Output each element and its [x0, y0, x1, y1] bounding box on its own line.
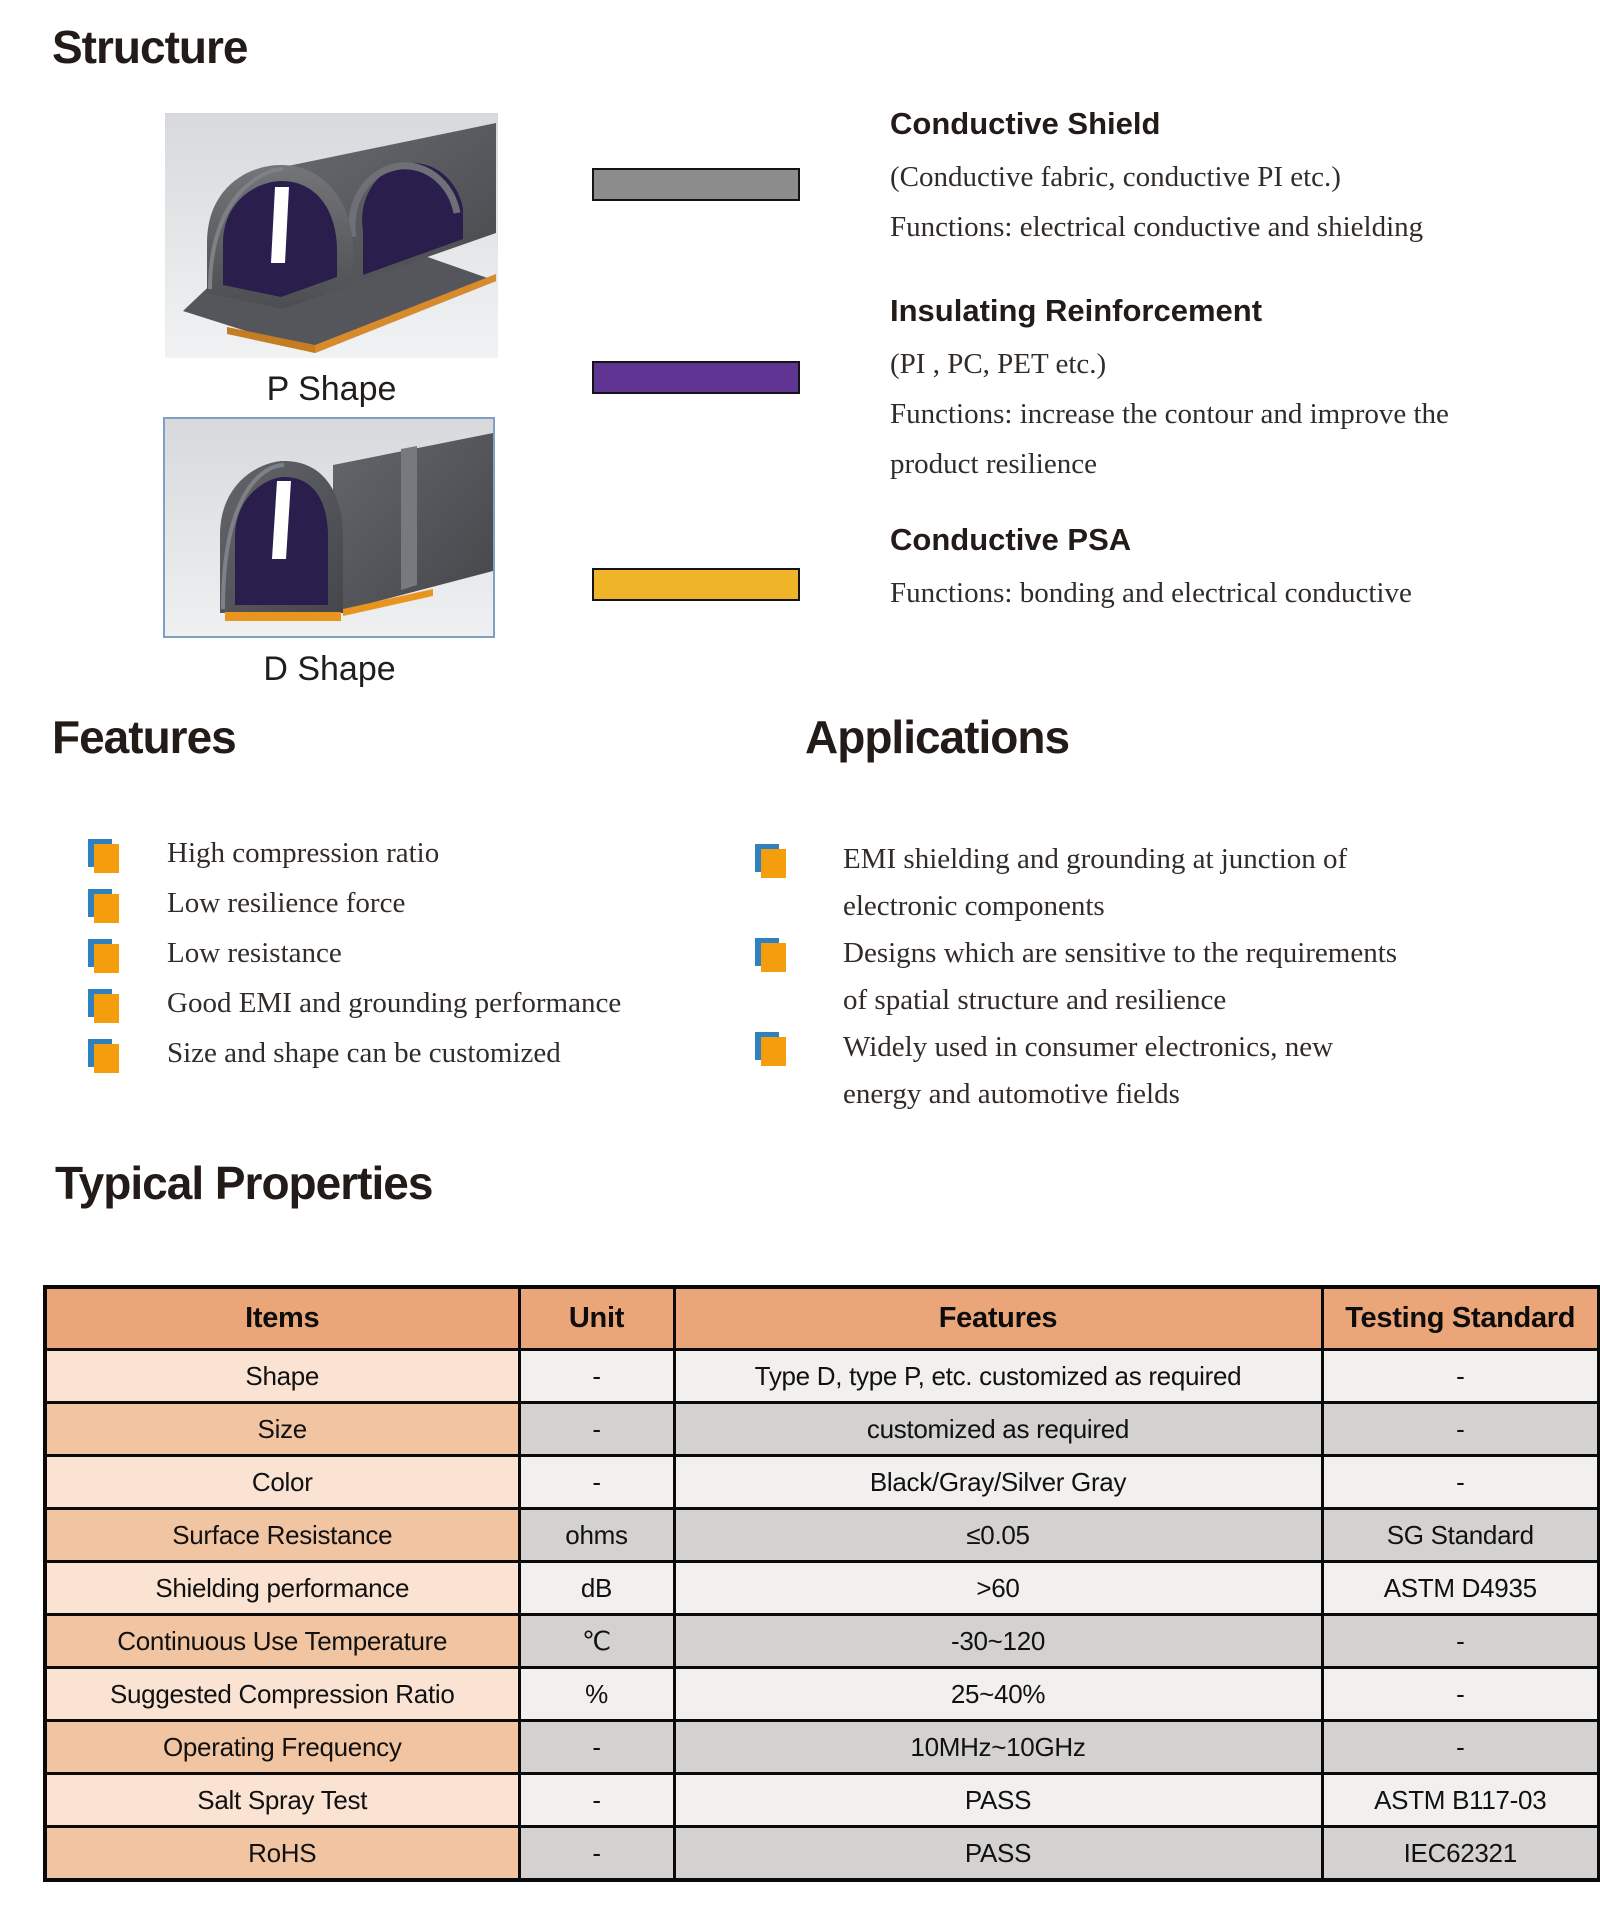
- table-cell: Salt Spray Test: [45, 1774, 519, 1827]
- list-item: [88, 886, 621, 925]
- structure-heading: Structure: [52, 21, 248, 73]
- feature-text: Low resistance: [167, 937, 342, 969]
- list-item: [88, 936, 621, 975]
- table-cell: -: [1322, 1456, 1599, 1509]
- table-row: [45, 1403, 1599, 1456]
- insulating-reinforcement-block: [890, 291, 1590, 489]
- table-cell: Operating Frequency: [45, 1721, 519, 1774]
- application-text: [843, 1024, 1333, 1118]
- legend-title: Insulating Reinforcement: [890, 293, 1263, 328]
- p-shape-caption: P Shape: [266, 370, 397, 408]
- feature-text: High compression ratio: [167, 837, 440, 869]
- list-item: [88, 836, 621, 875]
- square-bullet-icon: [755, 1032, 787, 1068]
- conductive-shield-swatch: [592, 168, 800, 201]
- table-cell: >60: [674, 1562, 1322, 1615]
- table-cell: ≤0.05: [674, 1509, 1322, 1562]
- square-bullet-icon: [755, 938, 787, 974]
- table-row: [45, 1350, 1599, 1403]
- table-row: [45, 1456, 1599, 1509]
- table-cell: -: [1322, 1403, 1599, 1456]
- application-line: of spatial structure and resilience: [843, 984, 1227, 1016]
- table-cell: Size: [45, 1403, 519, 1456]
- table-cell: ℃: [519, 1615, 674, 1668]
- table-row: [45, 1509, 1599, 1562]
- table-row: [45, 1668, 1599, 1721]
- square-bullet-icon: [88, 939, 120, 975]
- feature-text: Size and shape can be customized: [167, 1037, 561, 1069]
- table-row: [45, 1774, 1599, 1827]
- table-cell: -: [1322, 1350, 1599, 1403]
- table-cell: -: [1322, 1721, 1599, 1774]
- legend-line: Functions: bonding and electrical conductive: [890, 577, 1412, 609]
- legend-title: Conductive PSA: [890, 522, 1132, 557]
- applications-list: [755, 836, 1397, 1118]
- table-cell: dB: [519, 1562, 674, 1615]
- square-bullet-icon: [755, 844, 787, 880]
- application-line: EMI shielding and grounding at junction of: [843, 843, 1348, 875]
- list-item: [755, 836, 1397, 930]
- square-bullet-icon: [88, 1039, 120, 1075]
- p-shape-render: [165, 113, 498, 358]
- list-item: [88, 1036, 621, 1075]
- conductive-shield-block: [890, 104, 1590, 252]
- application-line: electronic components: [843, 890, 1105, 922]
- d-shape-render: [165, 419, 493, 636]
- table-cell: 25~40%: [674, 1668, 1322, 1721]
- table-cell: RoHS: [45, 1827, 519, 1881]
- features-heading: Features: [52, 711, 236, 763]
- table-cell: Shape: [45, 1350, 519, 1403]
- table-cell: -: [519, 1827, 674, 1881]
- table-cell: ohms: [519, 1509, 674, 1562]
- legend-title: Conductive Shield: [890, 106, 1161, 141]
- square-bullet-icon: [88, 839, 120, 875]
- table-row: [45, 1827, 1599, 1881]
- application-text: [843, 836, 1347, 930]
- application-line: energy and automotive fields: [843, 1078, 1180, 1110]
- table-cell: -: [1322, 1615, 1599, 1668]
- square-bullet-icon: [88, 989, 120, 1025]
- p-shape-image: [165, 113, 498, 358]
- d-shape-psa-strip: [225, 612, 341, 621]
- applications-heading: Applications: [805, 711, 1070, 763]
- table-row: [45, 1562, 1599, 1615]
- column-header: Testing Standard: [1322, 1287, 1599, 1350]
- application-line: Designs which are sensitive to the requirements: [843, 937, 1398, 969]
- application-line: Widely used in consumer electronics, new: [843, 1031, 1334, 1063]
- table-cell: -: [519, 1350, 674, 1403]
- table-cell: %: [519, 1668, 674, 1721]
- column-header: Features: [674, 1287, 1322, 1350]
- table-cell: SG Standard: [1322, 1509, 1599, 1562]
- square-bullet-icon: [88, 889, 120, 925]
- properties-table: [43, 1285, 1600, 1882]
- table-cell: Shielding performance: [45, 1562, 519, 1615]
- table-cell: ASTM B117-03: [1322, 1774, 1599, 1827]
- table-cell: IEC62321: [1322, 1827, 1599, 1881]
- table-cell: Black/Gray/Silver Gray: [674, 1456, 1322, 1509]
- insulating-reinforcement-swatch: [592, 361, 800, 394]
- table-row: [45, 1721, 1599, 1774]
- table-cell: PASS: [674, 1827, 1322, 1881]
- table-cell: -: [519, 1721, 674, 1774]
- list-item: [88, 986, 621, 1025]
- d-shape-caption: D Shape: [263, 650, 396, 688]
- table-cell: PASS: [674, 1774, 1322, 1827]
- conductive-psa-block: [890, 520, 1590, 618]
- table-cell: 10MHz~10GHz: [674, 1721, 1322, 1774]
- table-cell: -: [1322, 1668, 1599, 1721]
- column-header: Items: [45, 1287, 519, 1350]
- table-cell: Suggested Compression Ratio: [45, 1668, 519, 1721]
- table-cell: ASTM D4935: [1322, 1562, 1599, 1615]
- feature-text: Good EMI and grounding performance: [167, 987, 622, 1019]
- legend-line: (Conductive fabric, conductive PI etc.): [890, 161, 1341, 193]
- application-text: [843, 930, 1397, 1024]
- feature-text: Low resilience force: [167, 887, 406, 919]
- table-cell: -: [519, 1456, 674, 1509]
- legend-line: (PI , PC, PET etc.): [890, 348, 1107, 380]
- list-item: [755, 1024, 1397, 1118]
- d-shape-image: [163, 417, 495, 638]
- legend-line: Functions: increase the contour and improve the: [890, 398, 1449, 430]
- table-cell: Surface Resistance: [45, 1509, 519, 1562]
- features-list: [88, 836, 621, 1086]
- list-item: [755, 930, 1397, 1024]
- legend-line: product resilience: [890, 448, 1097, 480]
- table-cell: -30~120: [674, 1615, 1322, 1668]
- table-cell: -: [519, 1403, 674, 1456]
- typical-properties-heading: Typical Properties: [55, 1157, 433, 1209]
- conductive-psa-swatch: [592, 568, 800, 601]
- table-row: [45, 1615, 1599, 1668]
- table-cell: -: [519, 1774, 674, 1827]
- legend-line: Functions: electrical conductive and shielding: [890, 211, 1424, 243]
- table-cell: Type D, type P, etc. customized as required: [674, 1350, 1322, 1403]
- table-cell: customized as required: [674, 1403, 1322, 1456]
- d-shape-rib: [401, 446, 417, 590]
- column-header: Unit: [519, 1287, 674, 1350]
- table-header-row: [45, 1287, 1599, 1350]
- table-cell: Color: [45, 1456, 519, 1509]
- table-cell: Continuous Use Temperature: [45, 1615, 519, 1668]
